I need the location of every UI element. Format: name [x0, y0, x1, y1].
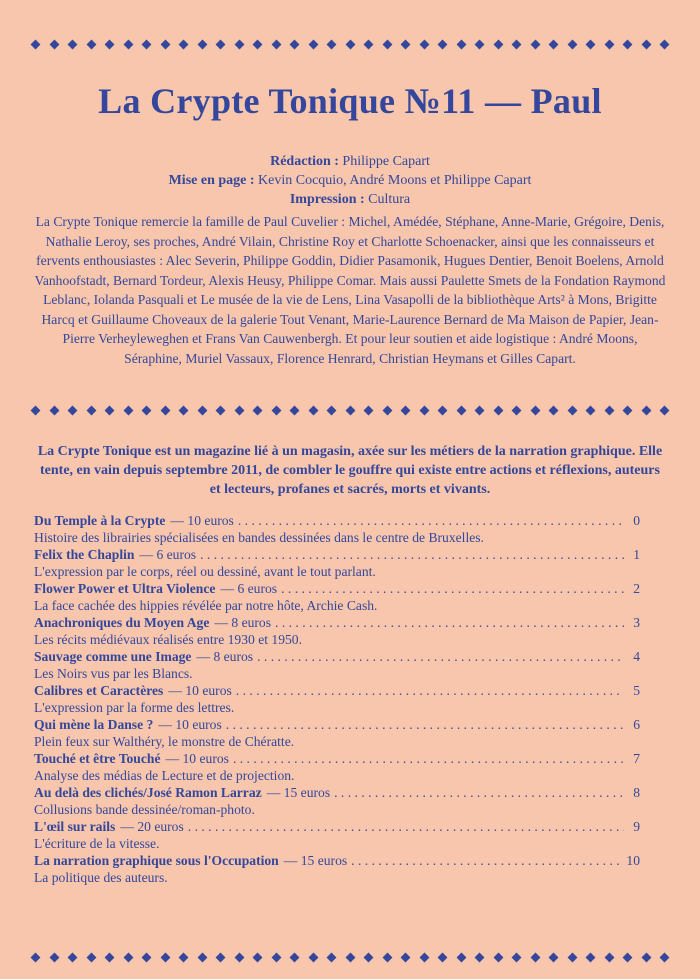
issue-title: Calibres et Caractères [34, 683, 164, 698]
issue-entry [34, 682, 640, 699]
diamond-ornament [86, 952, 96, 962]
diamond-ornament [401, 405, 411, 415]
diamond-ornament [530, 39, 540, 49]
credit-layout: Mise en page : Kevin Cocquio, André Moons et Philippe Capart [168, 173, 532, 188]
diamond-ornament [604, 39, 614, 49]
issue-entry [34, 818, 640, 835]
issue-list [34, 512, 640, 886]
issue-number: 9 [633, 819, 640, 834]
diamond-ornament [530, 952, 540, 962]
diamond-ornament [660, 952, 670, 962]
diamond-ornament [623, 405, 633, 415]
issue-price: — 8 euros [214, 615, 272, 630]
diamond-ornament [345, 39, 355, 49]
issue-title: Du Temple à la Crypte [34, 513, 166, 528]
diamond-ornament [512, 39, 522, 49]
dot-leader [257, 648, 624, 665]
diamond-ornament [253, 952, 263, 962]
issue-entry [34, 546, 640, 563]
diamond-ornament [475, 39, 485, 49]
issue-number: 4 [633, 649, 640, 664]
diamond-ornament [308, 952, 318, 962]
diamond-ornament [327, 405, 337, 415]
diamond-ornament [438, 405, 448, 415]
diamond-ornament [382, 39, 392, 49]
issue-description: Les Noirs vus par les Blancs. [34, 666, 193, 681]
diamond-ornament [419, 952, 429, 962]
credits [0, 152, 700, 209]
diamond-ornament [234, 952, 244, 962]
issue-title: Anachroniques du Moyen Age [34, 615, 210, 630]
issue-title: Felix the Chaplin [34, 547, 135, 562]
credit-redaction: Rédaction : Philippe Capart [270, 154, 430, 169]
dot-leader [334, 784, 624, 801]
diamond-ornament [160, 405, 170, 415]
issue-number: 10 [626, 853, 640, 868]
issue-entry [34, 648, 640, 665]
diamond-ornament [142, 405, 152, 415]
issue-description: Analyse des médias de Lecture et de projection. [34, 768, 295, 783]
issue-price: — 20 euros [120, 819, 184, 834]
diamond-ornament [641, 405, 651, 415]
diamond-ornament [197, 405, 207, 415]
diamond-ornament [216, 952, 226, 962]
diamond-ornament [308, 39, 318, 49]
dot-leader [238, 512, 624, 529]
diamond-ornament [364, 39, 374, 49]
diamond-ornament [179, 39, 189, 49]
diamond-ornament [142, 952, 152, 962]
diamond-ornament [623, 39, 633, 49]
diamond-divider [32, 404, 668, 416]
diamond-ornament [160, 952, 170, 962]
dot-leader [188, 818, 624, 835]
dot-leader [281, 580, 624, 597]
issue-title: Flower Power et Ultra Violence [34, 581, 216, 596]
diamond-ornament [123, 952, 133, 962]
diamond-ornament [382, 405, 392, 415]
diamond-ornament [364, 405, 374, 415]
issue-description: Les récits médiévaux réalisés entre 1930 et 1950. [34, 632, 303, 647]
diamond-ornament [419, 405, 429, 415]
issue-description: L'expression par la forme des lettres. [34, 700, 235, 715]
diamond-border-top [32, 38, 668, 50]
issue-title: Au delà des clichés/José Ramon Larraz [34, 785, 262, 800]
diamond-ornament [49, 952, 59, 962]
diamond-ornament [105, 952, 115, 962]
diamond-ornament [86, 39, 96, 49]
diamond-ornament [105, 39, 115, 49]
diamond-ornament [456, 39, 466, 49]
page-title: La Crypte Tonique №11 — Paul [98, 81, 602, 121]
diamond-ornament [401, 39, 411, 49]
issue-description: Histoire des librairies spécialisées en bandes dessinées dans le centre de Bruxelles. [34, 530, 484, 545]
diamond-ornament [271, 39, 281, 49]
credit-print: Impression : Cultura [289, 192, 411, 207]
issue-price: — 8 euros [196, 649, 254, 664]
diamond-ornament [438, 952, 448, 962]
diamond-ornament [197, 952, 207, 962]
diamond-ornament [68, 39, 78, 49]
issue-title: La narration graphique sous l'Occupation [34, 853, 279, 868]
diamond-ornament [234, 39, 244, 49]
issue-entry [34, 716, 640, 733]
diamond-ornament [660, 405, 670, 415]
diamond-ornament [586, 405, 596, 415]
diamond-border-bottom [32, 951, 668, 963]
diamond-ornament [493, 952, 503, 962]
diamond-ornament [475, 405, 485, 415]
dot-leader [236, 682, 624, 699]
diamond-ornament [31, 405, 41, 415]
diamond-ornament [31, 952, 41, 962]
diamond-ornament [327, 952, 337, 962]
diamond-ornament [123, 405, 133, 415]
diamond-ornament [253, 405, 263, 415]
issue-description: Plein feux sur Walthéry, le monstre de Chératte. [34, 734, 295, 749]
diamond-ornament [290, 39, 300, 49]
diamond-ornament [179, 952, 189, 962]
issue-description: L'écriture de la vitesse. [34, 836, 160, 851]
diamond-ornament [49, 39, 59, 49]
diamond-ornament [68, 952, 78, 962]
diamond-ornament [253, 39, 263, 49]
issue-price: — 6 euros [220, 581, 278, 596]
issue-number: 6 [633, 717, 640, 732]
issue-price: — 10 euros [158, 717, 222, 732]
issue-entry [34, 580, 640, 597]
issue-entry [34, 512, 640, 529]
diamond-ornament [123, 39, 133, 49]
dot-leader [275, 614, 624, 631]
dot-leader [226, 716, 624, 733]
issue-price: — 15 euros [266, 785, 331, 800]
diamond-ornament [567, 952, 577, 962]
diamond-ornament [364, 952, 374, 962]
diamond-ornament [86, 405, 96, 415]
diamond-ornament [438, 39, 448, 49]
issue-number: 3 [633, 615, 640, 630]
diamond-ornament [530, 405, 540, 415]
issue-price: — 6 euros [139, 547, 197, 562]
diamond-ornament [216, 405, 226, 415]
diamond-ornament [49, 405, 59, 415]
diamond-ornament [105, 405, 115, 415]
diamond-ornament [512, 952, 522, 962]
dot-leader [351, 852, 622, 869]
issue-price: — 10 euros [168, 683, 232, 698]
diamond-ornament [382, 952, 392, 962]
diamond-ornament [327, 39, 337, 49]
diamond-ornament [512, 405, 522, 415]
acknowledgements: La Crypte Tonique remercie la famille de Paul Cuvelier : Michel, Amédée, Stéphane, Anne-Marie, Grégoire, Denis, Nathalie Leroy, ses proches, André Vilain, Christine Roy et Charlotte Schoenacker, ainsi que les connaisseurs et fervents enthousiastes : Alec Severin, Philippe Goddin, Didier Pasamonik, Hugues Dentier, Benoit Boelens, Arnold Vanhoofstadt, Bernard Tordeur, Alexis Heusy, Philippe Comar. Mais aussi Paulette Smets de la Fondation Raymond Leblanc, Iolanda Pasquali et Le musée de la vie de Lens, Lina Vasapolli de la bibliothèque Arts² à Mons, Brigitte Harcq et Guillaume Choveaux de la galerie Tout Venant, Marie-Laurence Bernard de Ma Maison de Papier, Jean-Pierre Verheyleweghen et Frans Van Cauwenbergh. Et pour leur soutien et aide logistique : André Moons, Séraphine, Muriel Vassaux, Florence Henrard, Christian Heymans et Gilles Capart. [34, 214, 666, 366]
diamond-ornament [197, 39, 207, 49]
diamond-ornament [623, 952, 633, 962]
diamond-ornament [456, 952, 466, 962]
diamond-ornament [31, 39, 41, 49]
diamond-ornament [493, 405, 503, 415]
issue-price: — 10 euros [170, 513, 234, 528]
issue-price: — 10 euros [165, 751, 229, 766]
diamond-ornament [142, 39, 152, 49]
diamond-ornament [308, 405, 318, 415]
diamond-ornament [290, 952, 300, 962]
issue-entry [34, 614, 640, 631]
diamond-ornament [604, 952, 614, 962]
issue-number: 8 [633, 785, 640, 800]
diamond-ornament [567, 405, 577, 415]
diamond-ornament [493, 39, 503, 49]
issue-description: L'expression par le corps, réel ou dessiné, avant le tout parlant. [34, 564, 376, 579]
issue-number: 7 [633, 751, 640, 766]
issue-description: La politique des auteurs. [34, 870, 168, 885]
issue-number: 2 [633, 581, 640, 596]
diamond-ornament [549, 952, 559, 962]
issue-title: Qui mène la Danse ? [34, 717, 154, 732]
diamond-ornament [456, 405, 466, 415]
diamond-ornament [216, 39, 226, 49]
issue-number: 1 [633, 547, 640, 562]
diamond-ornament [549, 405, 559, 415]
diamond-ornament [290, 405, 300, 415]
diamond-ornament [549, 39, 559, 49]
issue-description: La face cachée des hippies révélée par notre hôte, Archie Cash. [34, 598, 378, 613]
diamond-ornament [475, 952, 485, 962]
diamond-ornament [419, 39, 429, 49]
issue-title: Sauvage comme une Image [34, 649, 192, 664]
issue-title: L'œil sur rails [34, 819, 116, 834]
issue-description: Collusions bande dessinée/roman-photo. [34, 802, 255, 817]
diamond-ornament [68, 405, 78, 415]
diamond-ornament [641, 952, 651, 962]
diamond-ornament [586, 39, 596, 49]
issue-number: 5 [633, 683, 640, 698]
issue-entry [34, 750, 640, 767]
diamond-ornament [179, 405, 189, 415]
diamond-ornament [345, 405, 355, 415]
diamond-ornament [641, 39, 651, 49]
diamond-ornament [586, 952, 596, 962]
diamond-ornament [401, 952, 411, 962]
magazine-intro: La Crypte Tonique est un magazine lié à un magasin, axée sur les métiers de la narration graphique. Elle tente, en vain depuis septembre 2011, de combler le gouffre qui existe entre actions et réflexions, auteurs et lecteurs, profanes et sacrés, morts et vivants. [37, 444, 663, 497]
issue-number: 0 [633, 513, 640, 528]
diamond-ornament [271, 405, 281, 415]
diamond-ornament [160, 39, 170, 49]
issue-entry [34, 852, 640, 869]
diamond-ornament [271, 952, 281, 962]
diamond-ornament [660, 39, 670, 49]
diamond-ornament [604, 405, 614, 415]
issue-entry [34, 784, 640, 801]
issue-title: Touché et être Touché [34, 751, 161, 766]
dot-leader [233, 750, 624, 767]
issue-price: — 15 euros [283, 853, 348, 868]
diamond-ornament [567, 39, 577, 49]
diamond-ornament [234, 405, 244, 415]
diamond-ornament [345, 952, 355, 962]
dot-leader [200, 546, 624, 563]
